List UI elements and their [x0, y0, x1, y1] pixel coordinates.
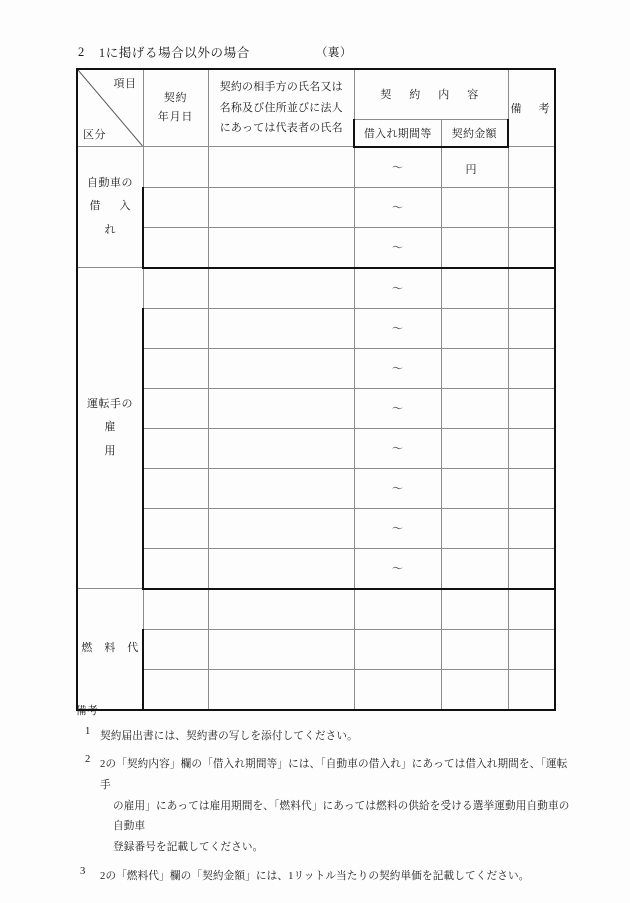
- cell-period[interactable]: 〜: [354, 548, 441, 589]
- cell-contract-date[interactable]: [143, 147, 208, 188]
- cell-amount[interactable]: [441, 629, 508, 669]
- cell-counterparty[interactable]: [208, 589, 354, 630]
- cell-counterparty[interactable]: [208, 227, 354, 268]
- cell-contract-date[interactable]: [143, 308, 208, 348]
- cell-amount-unit: 円: [465, 164, 477, 176]
- footnote-item: [76, 727, 576, 748]
- header-counterparty-line1: 契約の相手方の氏名又は: [219, 81, 343, 94]
- cell-contract-date[interactable]: [143, 468, 208, 508]
- footnote-number: 1: [85, 725, 91, 737]
- cell-contract-date[interactable]: [143, 589, 208, 630]
- header-contract-date-line2: 年月日: [157, 111, 194, 123]
- section-label-line1: 自動車の: [87, 177, 133, 190]
- cell-counterparty[interactable]: [208, 468, 354, 508]
- footnotes: [76, 707, 576, 895]
- footnote-item: [76, 867, 576, 888]
- section-label-0: [77, 147, 150, 268]
- table-row: [77, 468, 555, 508]
- cell-remarks[interactable]: [508, 508, 555, 548]
- section-label-line1: 運転手の: [87, 398, 133, 411]
- cell-counterparty[interactable]: [208, 508, 354, 548]
- cell-period[interactable]: 〜: [354, 468, 441, 508]
- footnotes-heading: 備考: [76, 706, 99, 717]
- page-title: [78, 42, 548, 62]
- cell-counterparty[interactable]: [208, 348, 354, 388]
- footnote-item: [76, 755, 576, 858]
- header-contract-date-line1: 契約: [163, 91, 188, 104]
- cell-period[interactable]: [354, 669, 441, 710]
- cell-amount[interactable]: [441, 548, 508, 589]
- cell-period[interactable]: 〜: [354, 508, 441, 548]
- footnote-body: [100, 755, 576, 858]
- cell-amount[interactable]: [441, 589, 508, 630]
- cell-remarks[interactable]: [508, 589, 555, 630]
- cell-remarks[interactable]: [508, 308, 555, 348]
- header-sub-period: 借入れ期間等: [354, 119, 441, 147]
- cell-period[interactable]: 〜: [354, 268, 441, 309]
- cell-amount-unit: [442, 526, 501, 530]
- cell-period[interactable]: 〜: [354, 147, 441, 188]
- cell-period[interactable]: 〜: [354, 428, 441, 468]
- cell-remarks[interactable]: [508, 468, 555, 508]
- header-contract-content: 契 約 内 容: [354, 69, 508, 119]
- table-row: [77, 348, 555, 388]
- cell-amount[interactable]: [441, 348, 508, 388]
- cell-amount-unit: [442, 406, 501, 410]
- cell-amount[interactable]: [441, 227, 508, 268]
- cell-remarks[interactable]: [508, 388, 555, 428]
- table-row: [77, 589, 555, 630]
- section-label-1: [77, 268, 165, 589]
- cell-counterparty[interactable]: [208, 669, 354, 710]
- contract-table: [76, 68, 556, 711]
- header-contract-date: [143, 69, 208, 147]
- header-kubun-item-cell: [77, 69, 143, 147]
- cell-period[interactable]: 〜: [354, 308, 441, 348]
- page-title-text: 1に掲げる場合以外の場合: [98, 46, 250, 60]
- cell-amount-unit: [442, 607, 501, 611]
- cell-remarks[interactable]: [508, 348, 555, 388]
- cell-remarks[interactable]: [508, 147, 555, 188]
- cell-amount-unit: [442, 647, 501, 651]
- table-row: [77, 629, 555, 669]
- cell-amount[interactable]: [441, 187, 508, 227]
- cell-remarks[interactable]: [508, 268, 555, 309]
- footnote-body: [100, 867, 576, 888]
- page-title-number: 2: [78, 44, 85, 59]
- cell-amount[interactable]: [441, 388, 508, 428]
- footnote-line: 契約届出書には、契約書の写しを添付してください。: [100, 730, 358, 742]
- footnote-line: 2の「燃料代」欄の「契約金額」には、1リットル当たりの契約単価を記載してください。: [100, 870, 530, 882]
- cell-amount[interactable]: [441, 468, 508, 508]
- cell-remarks[interactable]: [508, 227, 555, 268]
- footnote-line: 登録番号を記載してください。: [113, 841, 264, 853]
- footnote-number: 2: [85, 754, 91, 766]
- footnote-line: の雇用」にあっては雇用期間を、「燃料代」にあっては燃料の供給を受ける選挙運動用自動車の自動車: [113, 800, 570, 833]
- cell-amount-unit: [442, 566, 501, 570]
- cell-amount[interactable]: [441, 147, 508, 188]
- cell-counterparty[interactable]: [208, 629, 354, 669]
- cell-contract-date[interactable]: [143, 227, 208, 268]
- cell-contract-date[interactable]: [143, 268, 208, 309]
- cell-amount-unit: [442, 326, 501, 330]
- cell-period[interactable]: 〜: [354, 388, 441, 428]
- header-counterparty-line2: 名称及び住所並びに法人: [219, 101, 343, 114]
- table-header-row-1: [77, 69, 555, 119]
- cell-amount-unit: [442, 205, 501, 209]
- cell-counterparty[interactable]: [208, 308, 354, 348]
- cell-period[interactable]: 〜: [354, 348, 441, 388]
- cell-contract-date[interactable]: [143, 669, 208, 710]
- cell-counterparty[interactable]: [208, 187, 354, 227]
- cell-amount[interactable]: [441, 428, 508, 468]
- cell-amount-unit: [442, 486, 501, 490]
- cell-amount-unit: [442, 366, 501, 370]
- cell-remarks[interactable]: [508, 187, 555, 227]
- table-row: [77, 268, 555, 309]
- header-counterparty-line3: にあっては代表者の氏名: [219, 122, 343, 135]
- cell-counterparty[interactable]: [208, 268, 354, 309]
- table-row: [77, 308, 555, 348]
- cell-amount-unit: [442, 245, 501, 249]
- cell-amount-unit: [442, 446, 501, 450]
- table-row: [77, 669, 555, 710]
- table-row: [77, 227, 555, 268]
- section-label-2: [77, 589, 143, 710]
- cell-amount[interactable]: [441, 508, 508, 548]
- cell-contract-date[interactable]: [143, 508, 208, 548]
- section-label-line2: 雇 用: [104, 421, 165, 457]
- section-label-line1: 燃 料 代: [81, 642, 139, 655]
- footnote-number: 3: [80, 865, 86, 877]
- page-side-label: （裏）: [315, 47, 353, 59]
- cell-remarks[interactable]: [508, 548, 555, 589]
- section-label-line2: 借 入 れ: [89, 200, 150, 236]
- header-kubun-label: 区分: [83, 129, 106, 141]
- header-sub-amount: 契約金額: [441, 119, 508, 147]
- cell-counterparty[interactable]: [208, 428, 354, 468]
- header-counterparty: [208, 69, 354, 147]
- cell-amount-unit: [442, 286, 501, 290]
- footnote-line: 2の「契約内容」欄の「借入れ期間等」には、「自動車の借入れ」にあっては借入れ期間を、「運転手: [100, 759, 568, 791]
- cell-contract-date[interactable]: [143, 629, 208, 669]
- cell-remarks[interactable]: [508, 669, 555, 710]
- cell-contract-date[interactable]: [143, 348, 208, 388]
- cell-period[interactable]: 〜: [354, 227, 441, 268]
- cell-period[interactable]: 〜: [354, 187, 441, 227]
- cell-counterparty[interactable]: [208, 147, 354, 188]
- header-item-label: 項目: [113, 78, 137, 90]
- cell-amount[interactable]: [441, 268, 508, 309]
- cell-counterparty[interactable]: [208, 548, 354, 589]
- cell-counterparty[interactable]: [208, 388, 354, 428]
- cell-contract-date[interactable]: [143, 548, 208, 589]
- cell-amount[interactable]: [441, 669, 508, 710]
- cell-remarks[interactable]: [508, 629, 555, 669]
- cell-period[interactable]: [354, 629, 441, 669]
- header-remarks: 備 考: [508, 69, 555, 147]
- cell-amount[interactable]: [441, 308, 508, 348]
- cell-period[interactable]: [354, 589, 441, 630]
- footnote-body: [100, 727, 576, 748]
- table-row: [77, 548, 555, 589]
- cell-contract-date[interactable]: [143, 428, 208, 468]
- cell-amount-unit: [442, 687, 501, 691]
- cell-remarks[interactable]: [508, 428, 555, 468]
- table-row: [77, 508, 555, 548]
- table-row: [77, 147, 555, 188]
- cell-contract-date[interactable]: [143, 187, 208, 227]
- table-row: [77, 428, 555, 468]
